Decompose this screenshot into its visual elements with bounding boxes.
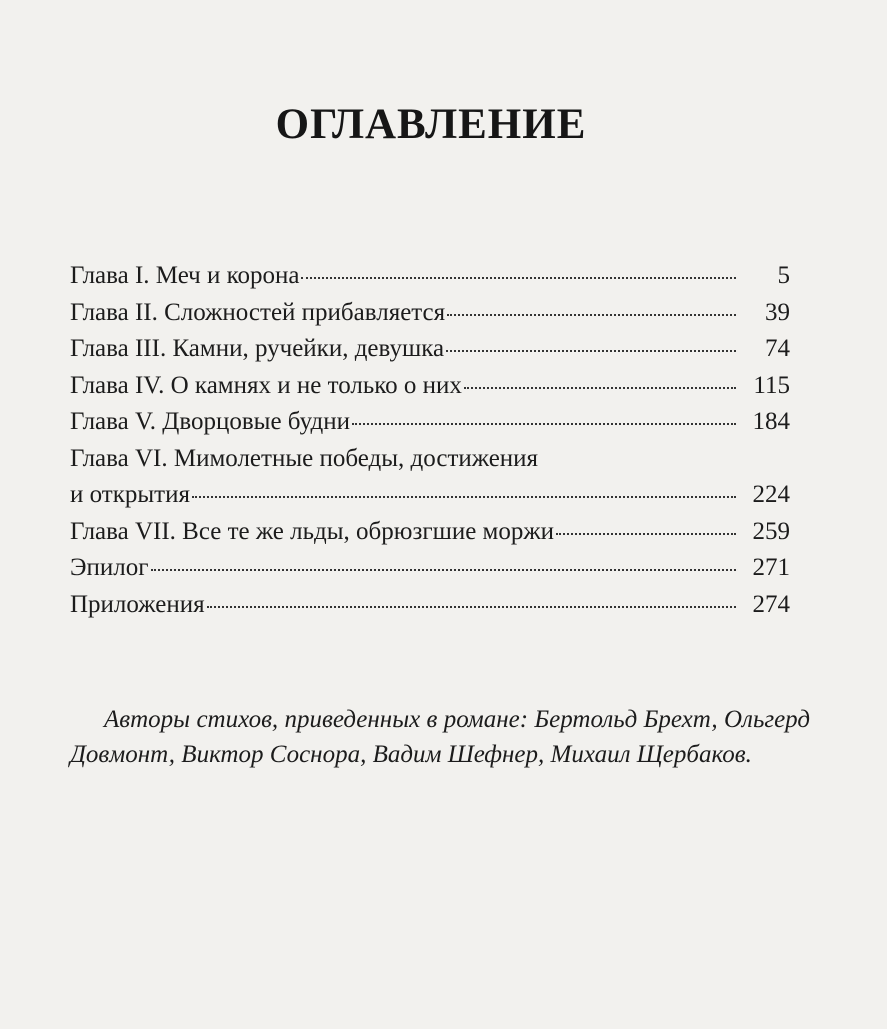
- toc-entry-page: 259: [752, 517, 790, 545]
- dot-leader: [464, 387, 736, 389]
- toc-entry-page: 224: [752, 481, 790, 508]
- toc-entry-label: и открытия: [70, 481, 190, 508]
- toc-entry: [70, 331, 790, 368]
- toc-entry-page: 74: [765, 335, 790, 362]
- toc-entry-page: 184: [752, 408, 790, 435]
- toc-entry-page: 115: [753, 371, 790, 399]
- toc-entry-label: Глава VI. Мимолетные победы, достижения: [70, 444, 539, 472]
- toc-entry-label: Глава IV. О камнях и не только о них: [70, 371, 462, 399]
- dot-leader: [151, 569, 737, 571]
- toc-entry-label: Эпилог: [70, 554, 149, 581]
- dot-leader: [192, 496, 736, 498]
- dot-leader: [556, 533, 736, 535]
- toc-entry: [70, 258, 790, 295]
- page-title: ОГЛАВЛЕНИЕ: [275, 101, 587, 148]
- dot-leader: [446, 350, 736, 352]
- toc-entry: [70, 295, 790, 332]
- toc-entry: [70, 404, 790, 441]
- toc-entry: [70, 477, 790, 514]
- toc-entry: [70, 514, 790, 551]
- table-of-contents: [70, 258, 790, 623]
- toc-entry: [70, 368, 790, 405]
- dot-leader: [207, 606, 736, 608]
- toc-entry: [70, 587, 790, 624]
- toc-entry-label: Глава III. Камни, ручейки, девушка: [70, 335, 445, 362]
- dot-leader: [352, 423, 736, 425]
- toc-entry-label: Глава V. Дворцовые будни: [70, 408, 350, 435]
- dot-leader: [447, 314, 736, 316]
- toc-entry-label: Глава II. Сложностей прибавляется: [70, 298, 446, 326]
- dot-leader: [301, 277, 736, 279]
- poem-authors-note: Авторы стихов, приведенных в романе: Бертольд Брехт, Ольгерд Довмонт, Виктор Соснора, Вадим Шефнер, Михаил Щербаков.: [70, 706, 810, 768]
- toc-entry-page: 274: [752, 590, 790, 618]
- toc-entry: [70, 441, 790, 478]
- toc-entry-page: 271: [752, 554, 790, 581]
- toc-entry: [70, 550, 790, 587]
- toc-entry-label: Глава VII. Все те же льды, обрюзгшие моржи: [70, 517, 555, 545]
- toc-entry-label: Глава I. Меч и корона: [70, 262, 300, 289]
- toc-entry-page: 5: [777, 262, 790, 289]
- toc-entry-label: Приложения: [70, 590, 205, 618]
- toc-entry-page: 39: [765, 298, 790, 326]
